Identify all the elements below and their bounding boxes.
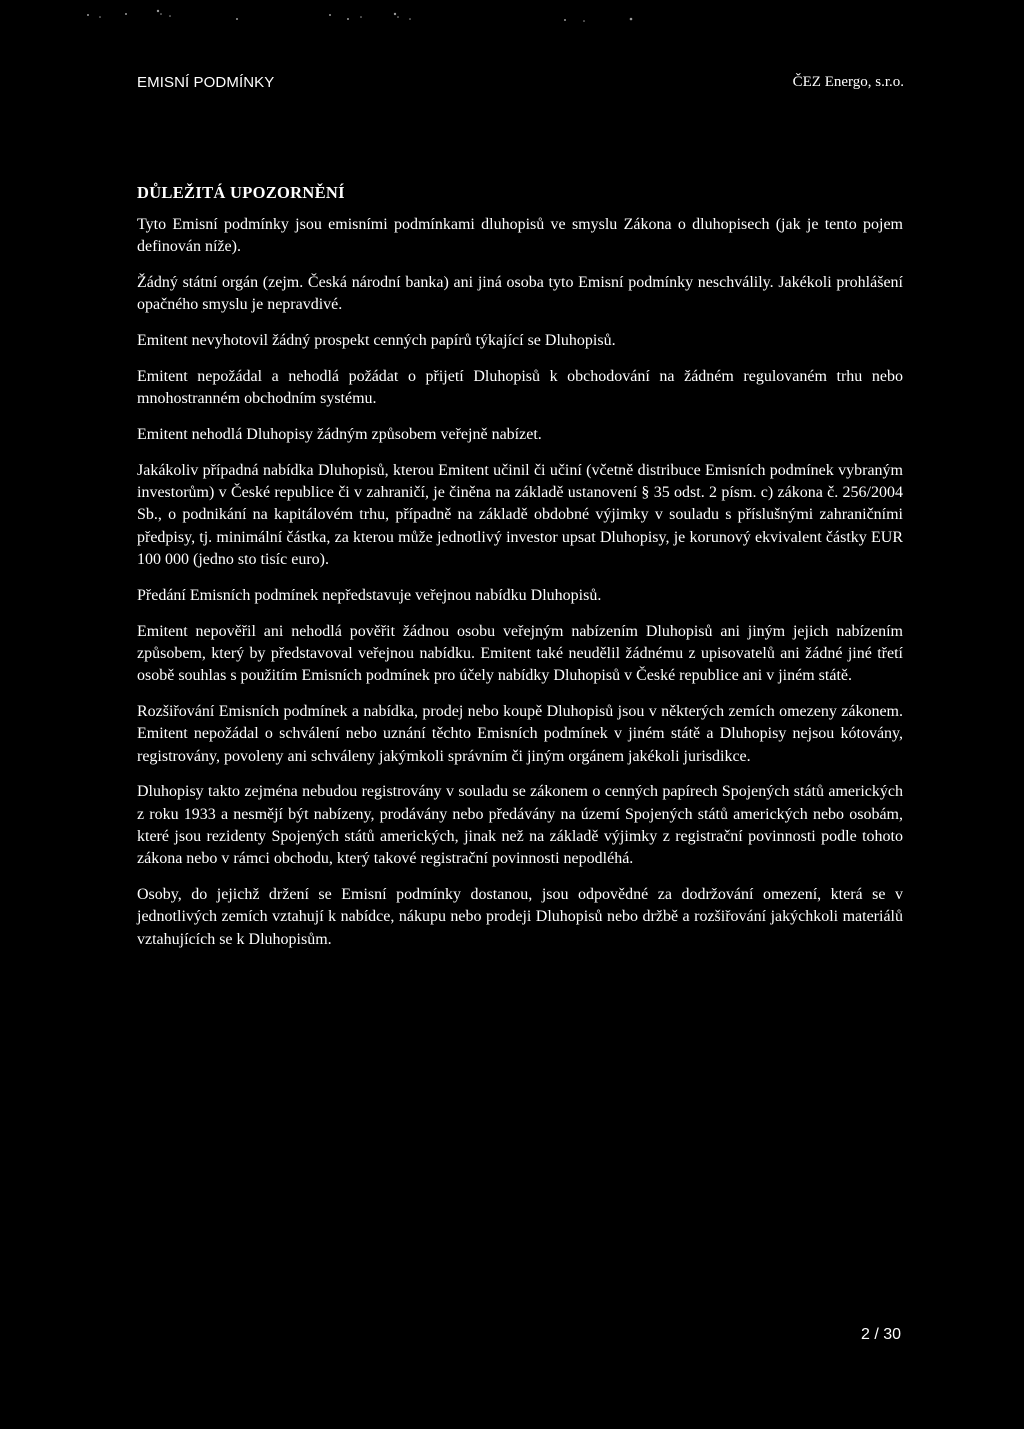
notice-body <box>137 214 903 965</box>
paragraph-3: Emitent nevyhotovil žádný prospekt cenných papírů týkající se Dluhopisů. <box>137 332 616 350</box>
paragraph-2: Žádný státní orgán (zejm. Česká národní banka) ani jiná osoba tyto Emisní podmínky neschválily. Jakékoli prohlášení opačného smyslu je nepravdivé. <box>137 274 903 314</box>
section-heading: DŮLEŽITÁ UPOZORNĚNÍ <box>137 183 345 202</box>
page-number: 2 / 30 <box>860 1326 901 1343</box>
paragraph-10: Dluhopisy takto zejména nebudou registrovány v souladu se zákonem o cenných papírech Spojených států amerických z roku 1933 a nesmějí být nabízeny, prodávány nebo předávány na území Spojených států amerických nebo osobám, které jsou rezidenty Spojených států amerických, jinak než na základě výjimky z registrační povinnosti podle tohoto zákona nebo v rámci obchodu, který takové registrační povinnosti nepodléhá. <box>137 783 903 868</box>
paragraph-9: Rozšiřování Emisních podmínek a nabídka, prodej nebo koupě Dluhopisů jsou v některých zemích omezeny zákonem. Emitent nepožádal o schválení nebo uznání těchto Emisních podmínek v jiném státě a Dluhopisy nejsou kótovány, registrovány, povoleny ani schváleny jakýmkoli správním či jiným orgánem jakékoli jurisdikce. <box>137 703 903 765</box>
scan-noise-specks <box>0 0 1024 30</box>
paragraph-4: Emitent nepožádal a nehodlá požádat o přijetí Dluhopisů k obchodování na žádném regulovaném trhu nebo mnohostranném obchodním systému. <box>137 367 903 408</box>
paragraph-1: Tyto Emisní podmínky jsou emisními podmínkami dluhopisů ve smyslu Zákona o dluhopisech (jak je tento pojem definován níže). <box>137 216 903 256</box>
paragraph-8: Emitent nepověřil ani nehodlá pověřit žádnou osobu veřejným nabízením Dluhopisů ani jiným jejich nabízením způsobem, který by představoval veřejnou nabídku. Emitent také neudělil žádnému z upisovatelů ani žádné jiné třetí osobě souhlas s použitím Emisních podmínek pro účely nabídky Dluhopisů v České republice ani v jiném státě. <box>137 622 903 685</box>
document-header-company: ČEZ Energo, s.r.o. <box>792 74 904 90</box>
paragraph-7: Předání Emisních podmínek nepředstavuje veřejnou nabídku Dluhopisů. <box>137 586 602 604</box>
paragraph-6: Jakákoliv případná nabídka Dluhopisů, kterou Emitent učinil či učiní (včetně distribuce Emisních podmínek vybraným investorům) v České republice či v zahraničí, je činěna na základě ustanovení § 35 odst. 2 písm. c) zákona č. 256/2004 Sb., o podnikání na kapitálovém trhu, případně na základě obdobné výjimky v souladu s příslušnými zahraničními předpisy, tj. minimální částka, za kterou může jednotlivý investor upsat Dluhopisy, je korunový ekvivalent částky EUR 100 000 (jedno sto tisíc euro). <box>137 461 903 569</box>
paragraph-5: Emitent nehodlá Dluhopisy žádným způsobem veřejně nabízet. <box>137 426 542 444</box>
document-header-title: EMISNÍ PODMÍNKY <box>137 74 275 91</box>
paragraph-11: Osoby, do jejichž držení se Emisní podmínky dostanou, jsou odpovědné za dodržování omezení, která se v jednotlivých zemích vztahují k nabídce, nákupu nebo prodeji Dluhopisů nebo držbě a rozšiřování jakýchkoli materiálů vztahujících se k Dluhopisům. <box>137 886 903 948</box>
